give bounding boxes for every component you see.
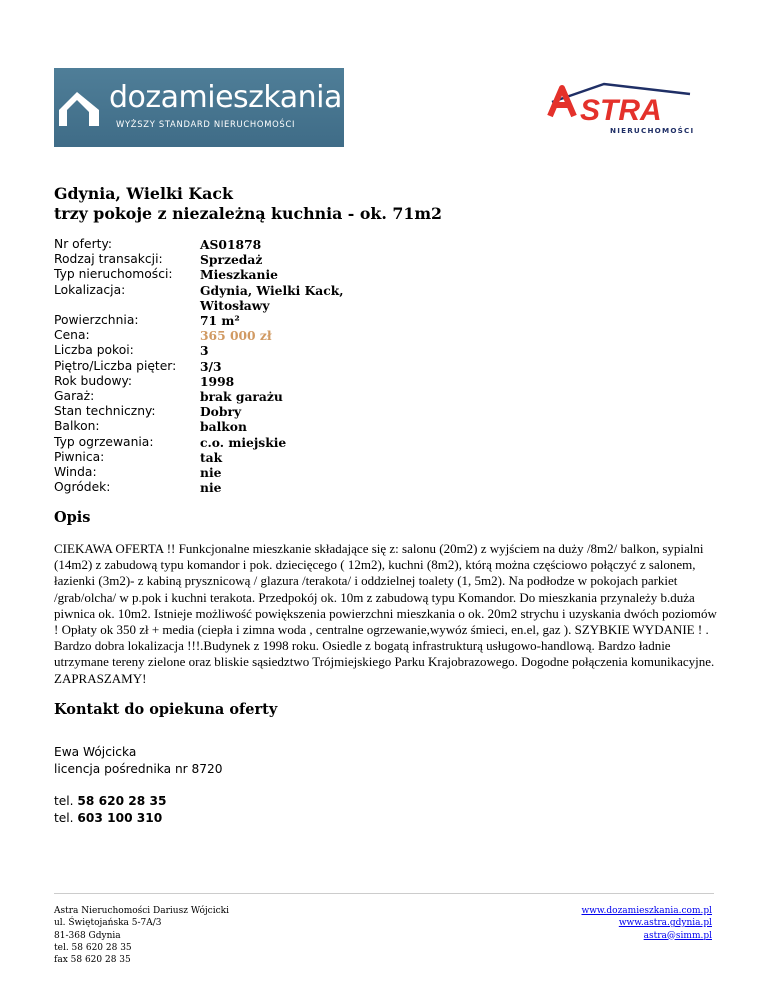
detail-row-elevator bbox=[54, 465, 360, 480]
detail-value: brak garażu bbox=[200, 389, 283, 405]
agent-name: Ewa Wójcicka bbox=[54, 745, 137, 759]
detail-label: Ogródek: bbox=[54, 480, 111, 495]
detail-label: Powierzchnia: bbox=[54, 313, 139, 328]
detail-row-property-type bbox=[54, 267, 360, 282]
detail-row-offer-number bbox=[54, 237, 360, 252]
detail-value: balkon bbox=[200, 419, 247, 435]
detail-value: 1998 bbox=[200, 373, 235, 389]
detail-label: Piętro/Liczba pięter: bbox=[54, 358, 177, 373]
detail-row-location bbox=[54, 283, 360, 313]
detail-value: tak bbox=[200, 449, 223, 465]
detail-value: AS01878 bbox=[200, 237, 262, 252]
footer-tel: tel. 58 620 28 35 bbox=[54, 942, 132, 953]
detail-value: Gdynia, Wielki Kack, Witosławy bbox=[200, 282, 344, 313]
detail-row-garden bbox=[54, 480, 360, 495]
dozamieszkania-link[interactable]: www.dozamieszkania.com.pl bbox=[581, 906, 712, 916]
detail-row-rooms bbox=[54, 343, 360, 358]
detail-label: Piwnica: bbox=[54, 449, 105, 464]
astra-tagline: NIERUCHOMOŚCI bbox=[610, 126, 695, 135]
detail-label: Rok budowy: bbox=[54, 373, 133, 388]
detail-row-balcony bbox=[54, 419, 360, 434]
detail-label: Balkon: bbox=[54, 419, 100, 434]
detail-label: Typ nieruchomości: bbox=[54, 267, 173, 282]
detail-value: nie bbox=[200, 480, 222, 496]
phone-number[interactable]: 58 620 28 35 bbox=[77, 794, 167, 808]
detail-label: Lokalizacja: bbox=[54, 282, 126, 297]
detail-value: c.o. miejskie bbox=[200, 434, 287, 450]
detail-row-year-built bbox=[54, 374, 360, 389]
detail-label: Nr oferty: bbox=[54, 237, 112, 251]
description-heading: Opis bbox=[54, 509, 91, 526]
detail-row-price bbox=[54, 328, 360, 343]
description-text: CIEKAWA OFERTA !! Funkcjonalne mieszkanie składające się z: salonu (20m2) z wyjściem na duży /8m2/ balkon, sypialni (14m2) z zabudową typu komandor i pok. dziecięcego ( 12m2), kuchni (8m2), którą można częściowo połączyć z salonem, łazienki (3m2)- z kabiną prysznicową / glazura /terakota/ i oddzielnej toalety (1, 5m2). Na podłodze w pokojach parkiet /grab/olcha/ w p.pok i kuchni terakota. Przedpokój ok. 10m z zabudową typu Komandor. Do mieszkania przynależy b.duża piwnica ok. 10m2. Istnieje możliwość powiększenia powierzchni mieszkania o ok. 20m2 strychu i uzyskania dwóch poziomów ! Opłaty ok 350 zł + media (ciepła i zimna woda , centralne ogrzewanie,wywóz śmieci, en.el, gaz ). SZYBKIE WYDANIE ! . Bardzo dobra lokalizacja !!!.Budynek z 1998 roku. Osiedle z bogatą infrastrukturą usługowo-handlową. Bardzo ładnie utrzymane tereny zielone oraz bliskie sąsiedztwo Trójmiejskiego Parku Krajobrazowego. Dogodne połączenia komunikacyjne. ZAPRASZAMY! bbox=[54, 541, 717, 686]
footer-street: ul. Świętojańska 5-7A/3 bbox=[54, 918, 162, 929]
detail-row-heating bbox=[54, 435, 360, 450]
detail-row-transaction bbox=[54, 252, 360, 267]
detail-row-garage bbox=[54, 389, 360, 404]
astra-link[interactable]: www.astra.gdynia.pl bbox=[618, 918, 712, 929]
logo-brand-text: dozamieszkania bbox=[109, 80, 342, 115]
dozamieszkania-logo bbox=[54, 68, 344, 147]
agent-phones bbox=[54, 793, 223, 827]
phone-line bbox=[54, 793, 223, 810]
offer-title-description: trzy pokoje z niezależną kuchnia - ok. 71m2 bbox=[54, 204, 443, 223]
detail-row-floor bbox=[54, 359, 360, 374]
email-link[interactable]: astra@simm.pl bbox=[643, 930, 712, 941]
offer-details bbox=[54, 237, 360, 495]
detail-row-area bbox=[54, 313, 360, 328]
agent-license: licencja pośrednika nr 8720 bbox=[54, 762, 223, 776]
detail-value: 3/3 bbox=[200, 358, 222, 374]
detail-value: 71 m² bbox=[200, 313, 240, 329]
footer-city: 81-368 Gdynia bbox=[54, 930, 121, 941]
detail-value: Sprzedaż bbox=[200, 252, 263, 268]
detail-label: Typ ogrzewania: bbox=[54, 434, 154, 449]
footer-links bbox=[581, 905, 712, 942]
detail-label: Rodzaj transakcji: bbox=[54, 252, 163, 267]
svg-text:STRA: STRA bbox=[580, 94, 662, 127]
phone-line bbox=[54, 810, 223, 827]
detail-label: Winda: bbox=[54, 465, 97, 480]
detail-label: Cena: bbox=[54, 328, 90, 343]
detail-row-condition bbox=[54, 404, 360, 419]
astra-logo bbox=[540, 80, 708, 140]
footer-company: Astra Nieruchomości Dariusz Wójcicki bbox=[54, 906, 229, 916]
offer-title bbox=[54, 184, 442, 224]
contact-heading: Kontakt do opiekuna oferty bbox=[54, 701, 278, 718]
detail-label: Garaż: bbox=[54, 389, 95, 404]
phone-prefix: tel. bbox=[54, 794, 74, 808]
detail-value: nie bbox=[200, 465, 222, 481]
detail-value: Mieszkanie bbox=[200, 267, 278, 283]
mobile-number[interactable]: 603 100 310 bbox=[77, 811, 163, 825]
logo-tagline: WYŻSZY STANDARD NIERUCHOMOŚCI bbox=[116, 119, 296, 129]
detail-label: Liczba pokoi: bbox=[54, 343, 134, 358]
phone-prefix: tel. bbox=[54, 811, 74, 825]
detail-row-basement bbox=[54, 450, 360, 465]
footer-fax: fax 58 620 28 35 bbox=[54, 955, 131, 966]
footer-company-info bbox=[54, 905, 229, 966]
agent-contact bbox=[54, 744, 223, 827]
detail-value: 3 bbox=[200, 343, 209, 359]
detail-value: Dobry bbox=[200, 404, 242, 420]
detail-label: Stan techniczny: bbox=[54, 404, 156, 419]
footer-divider bbox=[54, 893, 714, 894]
offer-title-location: Gdynia, Wielki Kack bbox=[54, 184, 233, 203]
price-value: 365 000 zł bbox=[200, 328, 272, 344]
house-icon bbox=[59, 88, 99, 126]
